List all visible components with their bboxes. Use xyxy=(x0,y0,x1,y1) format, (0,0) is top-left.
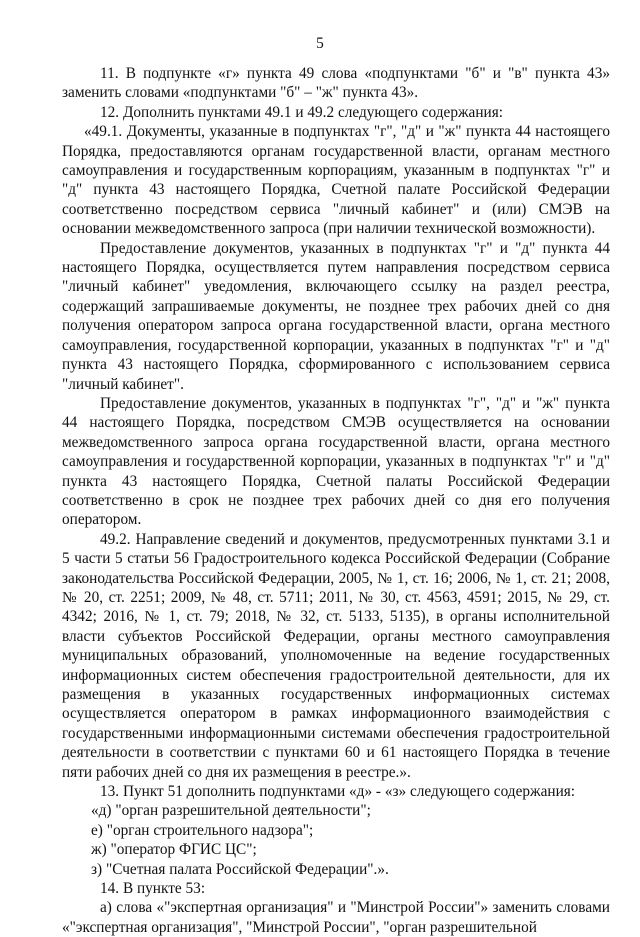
list-item-e: е) "орган строительного надзора"; xyxy=(91,821,314,839)
list-item-zh: ж) "оператор ФГИС ЦС"; xyxy=(91,841,257,859)
paragraph-49-1: «49.1. Документы, указанные в подпунктах "г", "д" и "ж" пункта 44 настоящего Порядка, предоставляются органам государственной власти, органам местного самоуправления и государственным корпорациям, указанным в подпунктах "г" и "д" пункта 43 настоящего Порядка, Счетной палате Российской Федерации соответственно посредством сервиса "личный кабинет" и (или) СМЭВ на основании межведомственного запроса (при наличии технической возможности). xyxy=(62,123,610,238)
paragraph-14-a: а) слова «"экспертная организация" и "Минстрой России"» заменить словами «"экспертная организация", "Минстрой России", "орган разрешительной xyxy=(62,899,610,936)
paragraph-11: 11. В подпункте «г» пункта 49 слова «подпунктами "б" и "в" пункта 43» заменить словами «подпунктами "б" – "ж" пункта 43». xyxy=(62,65,610,102)
list-item-d: «д) "орган разрешительной деятельности"; xyxy=(91,802,371,820)
list-item-z: з) "Счетная палата Российской Федерации".». xyxy=(91,860,389,878)
page-number: 5 xyxy=(316,35,324,52)
paragraph-49-1-part-2: Предоставление документов, указанных в подпунктах "г" и "д" пункта 44 настоящего Порядка, осуществляется путем направления посредством сервиса "личный кабинет" уведомления, включающего ссылку на раздел реестра, содержащий запрашиваемые документы, не позднее трех рабочих дней со дня получения оператором запроса органа государственной власти, органа местного самоуправления, государственной корпорации, указанных в подпунктах "г" и "д" пункта 43 настоящего Порядка, сформированного с использованием сервиса "личный кабинет". xyxy=(62,239,610,393)
paragraph-14: 14. В пункте 53: xyxy=(100,880,206,898)
paragraph-13: 13. Пункт 51 дополнить подпунктами «д» - «з» следующего содержания: xyxy=(100,783,576,801)
paragraph-12: 12. Дополнить пунктами 49.1 и 49.2 следующего содержания: xyxy=(100,103,503,121)
paragraph-49-1-part-3: Предоставление документов, указанных в подпунктах "г", "д" и "ж" пункта 44 настоящего Порядка, посредством СМЭВ осуществляется на основании межведомственного запроса органа государственной власти, органа местного самоуправления и государственной корпорации, указанных в подпунктах "г" и "д" пункта 43 настоящего Порядка, Счетной палаты Российской Федерации соответственно в срок не позднее трех рабочих дней со дня его получения оператором. xyxy=(62,394,610,529)
document-body xyxy=(62,64,610,937)
paragraph-49-2: 49.2. Направление сведений и документов, предусмотренных пунктами 3.1 и 5 части 5 статьи 56 Градостроительного кодекса Российской Федерации (Собрание законодательства Российской Федерации, 2005, № 1, ст. 16; 2006, № 1, ст. 21; 2008, № 20, ст. 2251; 2009, № 48, ст. 5711; 2011, № 30, ст. 4563, 4591; 2015, № 29, ст. 4342; 2016, № 1, ст. 79; 2018, № 32, ст. 5133, 5135), в органы исполнительной власти субъектов Российской Федерации, органы местного самоуправления муниципальных образований, уполномоченные на ведение государственных информационных систем обеспечения градостроительной деятельности, для их размещения в указанных государственных информационных системах осуществляется оператором в рамках информационного взаимодействия с государственными информационными системами обеспечения градостроительной деятельности в соответствии с пунктами 60 и 61 настоящего Порядка в течение пяти рабочих дней со дня их размещения в реестре.». xyxy=(62,530,610,781)
